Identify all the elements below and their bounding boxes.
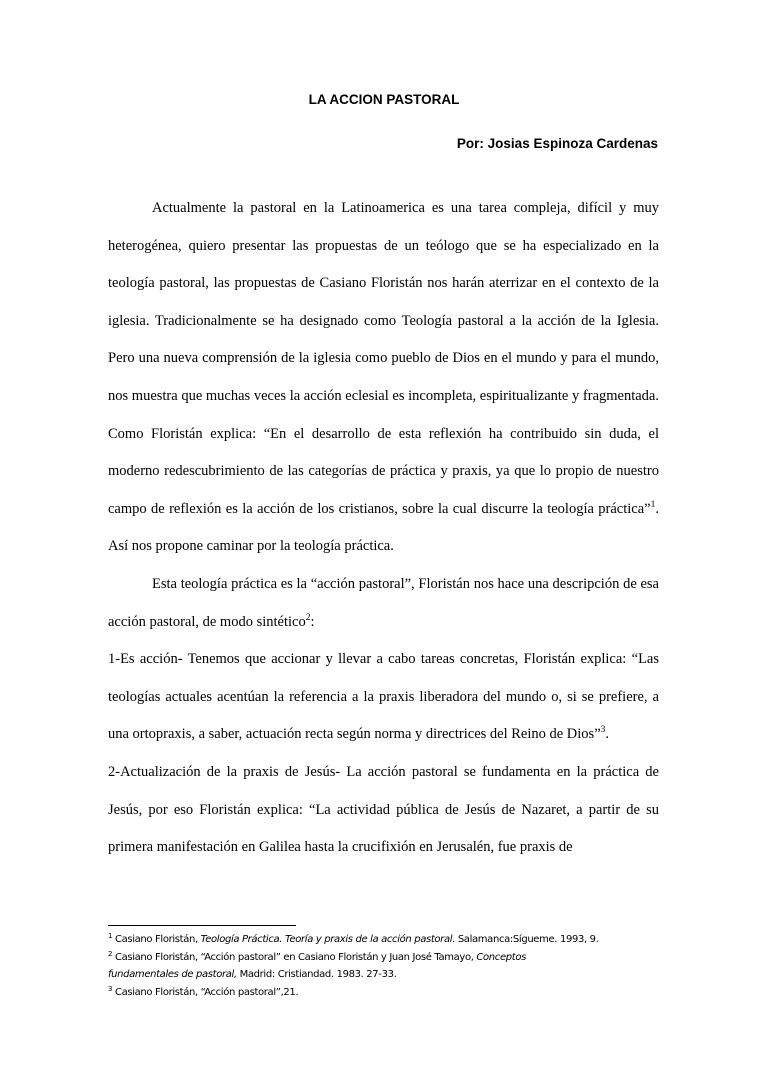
footnote-2 <box>108 949 668 967</box>
footnote-2-author: Casiano Floristán, “Acción pastoral” en Casiano Floristán y Juan José Tamayo, <box>114 951 477 963</box>
footnote-1-author: Casiano Floristán, <box>114 934 201 945</box>
footnote-1-title: Teología Práctica. Teoría y praxis de la acción pastoral <box>200 934 453 945</box>
paragraph-4-text: 2-Actualización de la praxis de Jesús- La acción pastoral se fundamenta en la práctica de Jesús, por eso Floristán explica: “La actividad pública de Jesús de Nazaret, a partir de su primera manifestación en Galilea hasta la crucifixión en Jerusalén, fue praxis de <box>108 763 659 856</box>
footnote-2-title-part-1: Conceptos <box>476 951 526 963</box>
author-line: Por: Josias Espinoza Cardenas <box>456 136 658 151</box>
paragraph-4 <box>108 754 659 867</box>
footnote-ref-1[interactable]: 1 <box>650 499 656 510</box>
footnote-2-title-part-2: fundamentales de pastoral, <box>108 969 237 980</box>
footnote-2-number: 2 <box>108 949 113 958</box>
footnote-2-continued <box>108 966 668 984</box>
footnote-1 <box>108 931 668 949</box>
document-body <box>108 190 659 867</box>
paragraph-2 <box>108 566 659 641</box>
footnote-ref-3[interactable]: 3 <box>600 725 606 736</box>
paragraph-1-text: Actualmente la pastoral en la Latinoamerica es una tarea compleja, difícil y muy heterogénea, quiero presentar las propuestas de un teólogo que se ha especializado en la teología pastoral, las propuestas de Casiano Floristán nos harán aterrizar en el contexto de la iglesia. Tradicionalmente se ha designado como Teología pastoral a la acción de la Iglesia. Pero una nueva comprensión de la iglesia como pueblo de Dios en el mundo y para el mundo, nos muestra que muchas veces la acción eclesial es incompleta, espiritualizante y fragmentada. Como Floristán explica: “En el desarrollo de esta reflexión ha contribuido sin duda, el moderno redescubrimiento de las categorías de práctica y praxis, ya que lo propio de nuestro campo de reflexión es la acción de los cristianos, sobre la cual discurre la teología práctica” <box>108 200 659 517</box>
footnote-3-text: Casiano Floristán, “Acción pastoral”,21. <box>114 986 299 998</box>
footnote-3 <box>108 984 668 1002</box>
footnote-ref-2[interactable]: 2 <box>305 612 311 623</box>
document-title: LA ACCION PASTORAL <box>308 92 460 107</box>
paragraph-1-tail: . Así nos propone caminar por la teología práctica. <box>108 500 659 555</box>
footnote-1-number: 1 <box>108 932 113 940</box>
paragraph-3 <box>108 641 659 754</box>
footnote-2-publisher: Madrid: Cristiandad. 1983. 27-33. <box>236 969 397 980</box>
footnotes <box>108 931 668 1001</box>
paragraph-3-text: 1-Es acción- Tenemos que accionar y llevar a cabo tareas concretas, Floristán explica: “Las teologías actuales acentúan la referencia a la praxis liberadora del mundo o, si se prefiere, a una ortopraxis, a saber, actuación recta según norma y directrices del Reino de Dios” <box>108 651 659 743</box>
footnote-3-number: 3 <box>108 984 113 993</box>
paragraph-2-text: Esta teología práctica es la “acción pastoral”, Floristán nos hace una descripción de esa acción pastoral, de modo sintético <box>108 575 659 630</box>
footnote-separator <box>108 925 296 926</box>
paragraph-2-tail: : <box>310 613 315 630</box>
paragraph-1 <box>108 190 659 566</box>
paragraph-3-tail: . <box>605 726 610 743</box>
footnote-1-publisher: . Salamanca:Sígueme. 1993, 9. <box>452 934 599 945</box>
